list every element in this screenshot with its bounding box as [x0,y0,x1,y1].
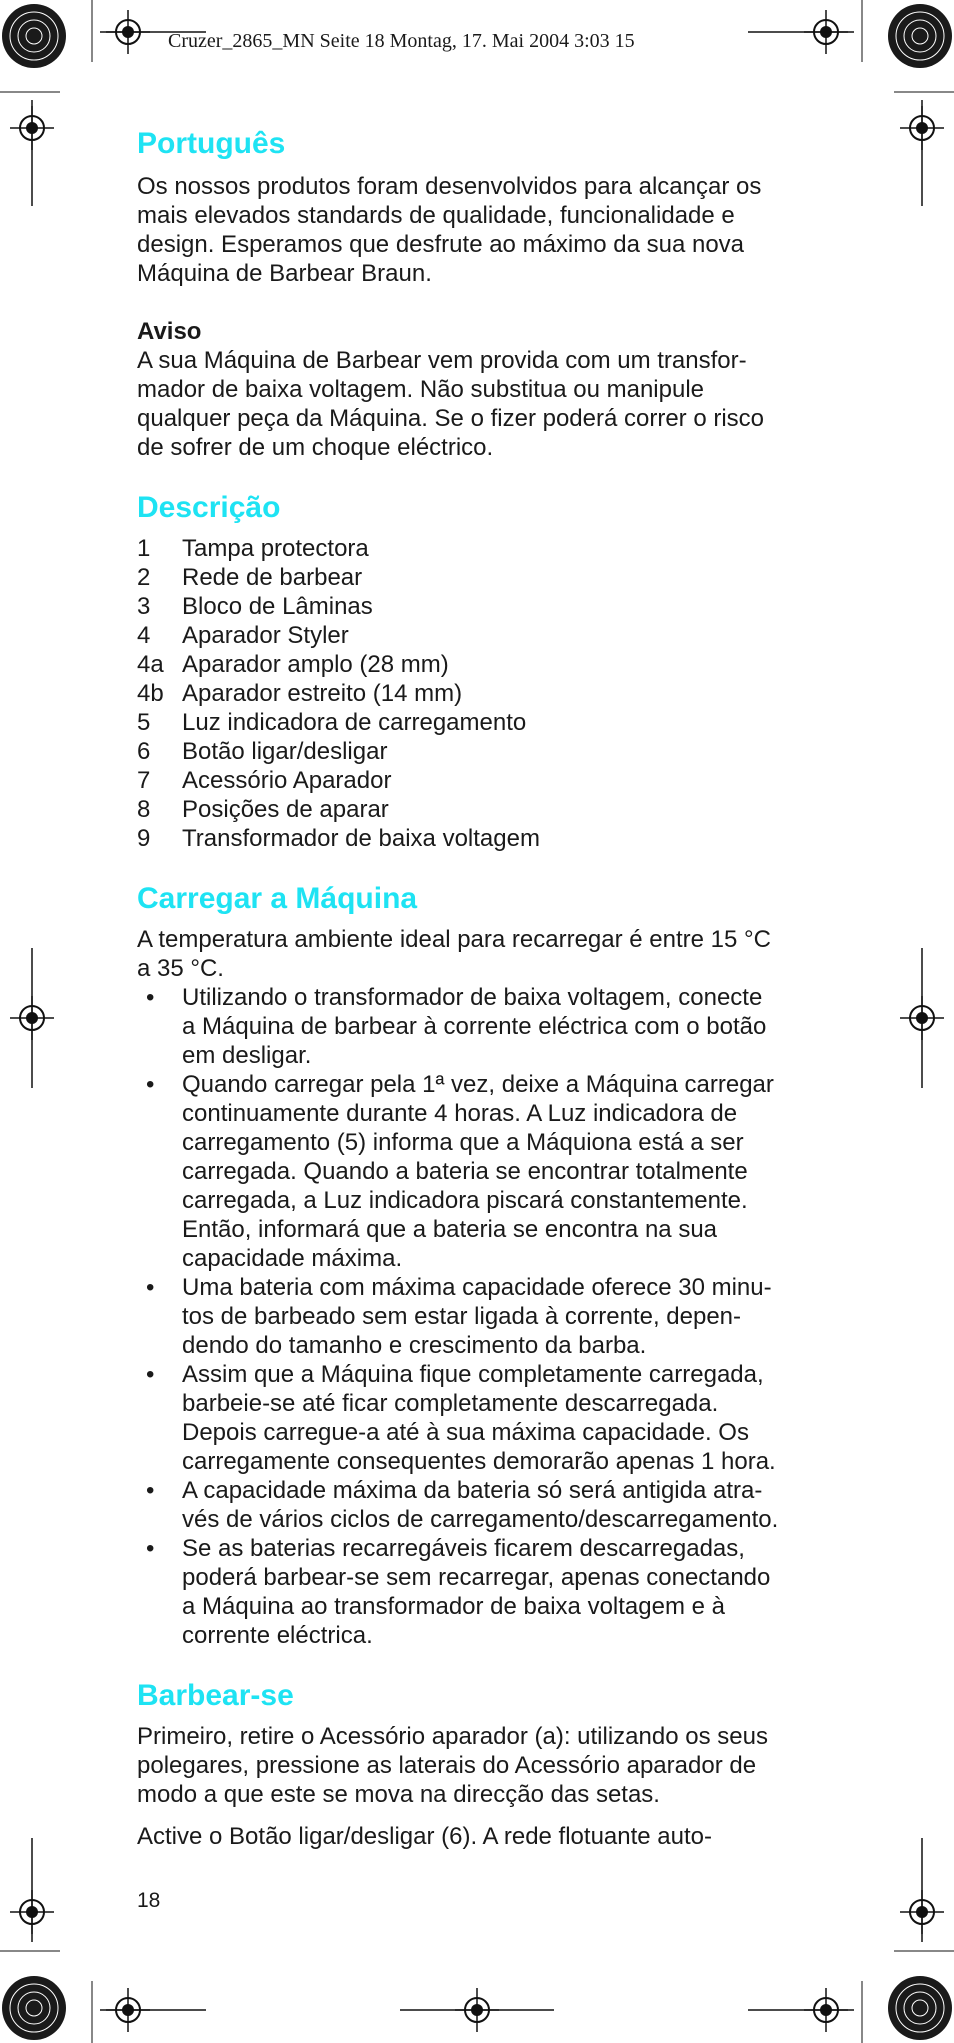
text-line: poderá barbear-se sem recarregar, apenas conectando [182,1564,771,1591]
bullet-icon: • [146,984,155,1011]
text-line: carregamente consequentes demorarão apenas 1 hora. [182,1448,776,1475]
item-text: Tampa protectora [182,535,369,562]
text-line: Assim que a Máquina fique completamente carregada, [182,1361,764,1388]
text-line: Então, informará que a bateria se encontra na sua [182,1216,718,1243]
item-number: 4a [137,651,164,678]
list-item [137,621,837,650]
bullet-item [137,1476,837,1534]
text-line: mais elevados standards de qualidade, funcionalidade e [137,202,735,229]
text-line: continuamente durante 4 horas. A Luz indicadora de [182,1100,738,1127]
text-line: modo a que este se mova na direcção das setas. [137,1781,660,1808]
bullet-icon: • [146,1274,155,1301]
parts-list [137,534,837,853]
text-line: A sua Máquina de Barbear vem provida com um transfor- [137,347,747,374]
aviso-title: Aviso [137,318,202,345]
text-line: capacidade máxima. [182,1245,403,1272]
text-line: qualquer peça da Máquina. Se o fizer poderá correr o risco [137,405,765,432]
list-item [137,708,837,737]
text-line: design. Esperamos que desfrute ao máximo da sua nova [137,231,745,258]
text-line: tos de barbeado sem estar ligada à corrente, depen- [182,1303,742,1330]
page-number: 18 [137,1889,161,1912]
item-text: Posições de aparar [182,796,389,823]
page-content [137,126,837,1851]
text-line: polegares, pressione as laterais do Acessório aparador de [137,1752,757,1779]
item-number: 7 [137,767,151,794]
bullet-item [137,1070,837,1273]
text-line: corrente eléctrica. [182,1622,373,1649]
carregar-intro [137,925,837,983]
barbear-paragraph-2 [137,1822,837,1851]
heading-barbear: Barbear-se [137,1679,294,1712]
item-number: 8 [137,796,151,823]
text-line: vés de vários ciclos de carregamento/descarregamento. [182,1506,779,1533]
item-text: Aparador amplo (28 mm) [182,651,449,678]
item-number: 3 [137,593,151,620]
text-line: Utilizando o transformador de baixa voltagem, conecte [182,984,763,1011]
text-line: Máquina de Barbear Braun. [137,260,432,287]
list-item [137,795,837,824]
item-text: Transformador de baixa voltagem [182,825,540,852]
text-line: a Máquina de barbear à corrente eléctrica com o botão [182,1013,767,1040]
item-text: Aparador estreito (14 mm) [182,680,463,707]
list-item [137,534,837,563]
item-number: 6 [137,738,151,765]
list-item [137,824,837,853]
bullet-icon: • [146,1361,155,1388]
text-line: Primeiro, retire o Acessório aparador (a): utilizando os seus [137,1723,768,1750]
aviso-paragraph [137,346,837,462]
bullet-icon: • [146,1071,155,1098]
item-text: Bloco de Lâminas [182,593,373,620]
charging-bullets [137,983,837,1650]
heading-descricao: Descrição [137,491,281,524]
text-line: A capacidade máxima da bateria só será antigida atra- [182,1477,763,1504]
item-text: Acessório Aparador [182,767,392,794]
text-line: mador de baixa voltagem. Não substitua ou manipule [137,376,704,403]
heading-carregar: Carregar a Máquina [137,882,418,915]
item-text: Botão ligar/desligar [182,738,388,765]
bullet-icon: • [146,1477,155,1504]
bullet-item [137,1360,837,1476]
text-line: carregamento (5) informa que a Máquiona está a ser [182,1129,744,1156]
text-line: de sofrer de um choque eléctrico. [137,434,494,461]
text-line: carregada, a Luz indicadora piscará constantemente. [182,1187,748,1214]
item-number: 2 [137,564,151,591]
bullet-item [137,983,837,1070]
item-text: Aparador Styler [182,622,349,649]
barbear-paragraph-1 [137,1722,837,1809]
text-line: barbeie-se até ficar completamente descarregada. [182,1390,719,1417]
print-slug-line: Cruzer_2865_MN Seite 18 Montag, 17. Mai 2004 3:03 15 [168,30,635,52]
list-item [137,679,837,708]
heading-portugues: Português [137,127,286,160]
intro-paragraph [137,172,837,288]
text-line: carregada. Quando a bateria se encontrar totalmente [182,1158,748,1185]
text-line: Uma bateria com máxima capacidade oferece 30 minu- [182,1274,772,1301]
text-line: A temperatura ambiente ideal para recarregar é entre 15 °C [137,926,771,953]
list-item [137,592,837,621]
text-line: Os nossos produtos foram desenvolvidos para alcançar os [137,173,762,200]
text-line: Se as baterias recarregáveis ficarem descarregadas, [182,1535,745,1562]
item-number: 9 [137,825,151,852]
text-line: dendo do tamanho e crescimento da barba. [182,1332,647,1359]
text-line: Active o Botão ligar/desligar (6). A rede flotuante auto- [137,1823,713,1850]
item-number: 5 [137,709,151,736]
item-text: Luz indicadora de carregamento [182,709,527,736]
list-item [137,766,837,795]
text-line: Depois carregue-a até à sua máxima capacidade. Os [182,1419,749,1446]
item-number: 4 [137,622,151,649]
text-line: Quando carregar pela 1ª vez, deixe a Máquina carregar [182,1071,774,1098]
item-number: 1 [137,535,151,562]
list-item [137,563,837,592]
bullet-item [137,1534,837,1650]
item-number: 4b [137,680,164,707]
text-line: a 35 °C. [137,955,224,982]
list-item [137,650,837,679]
text-line: em desligar. [182,1042,312,1069]
bullet-item [137,1273,837,1360]
bullet-icon: • [146,1535,155,1562]
list-item [137,737,837,766]
item-text: Rede de barbear [182,564,363,591]
text-line: a Máquina ao transformador de baixa voltagem e à [182,1593,725,1620]
